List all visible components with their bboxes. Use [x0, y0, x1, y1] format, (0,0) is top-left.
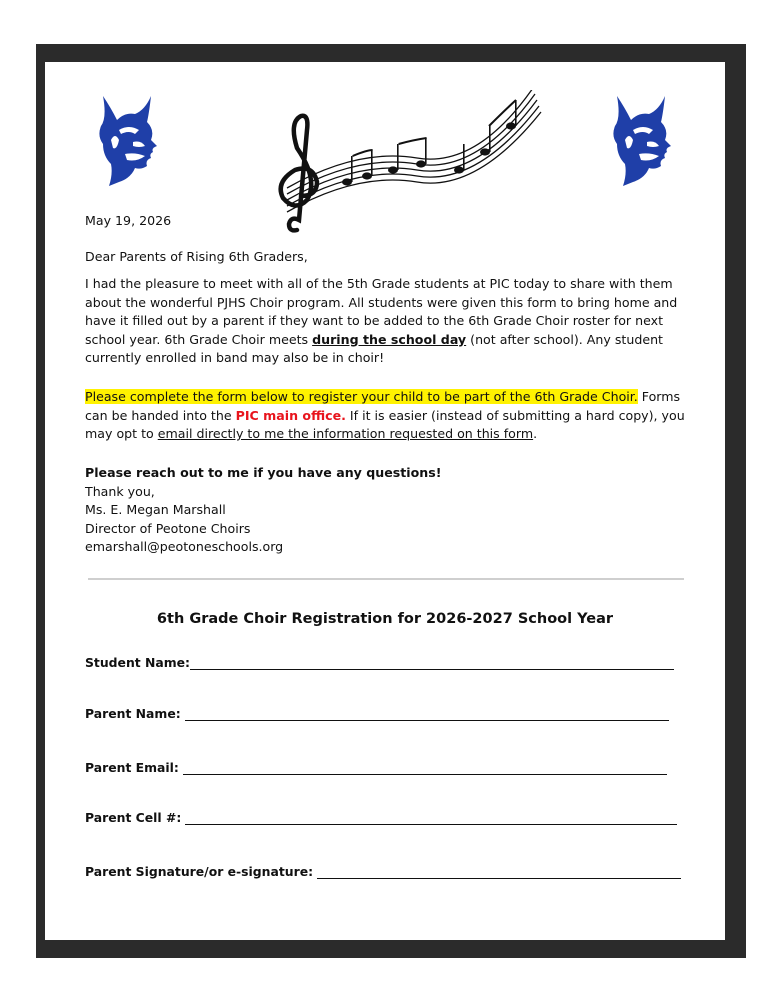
closing-question-line: Please reach out to me if you have any questions! — [85, 465, 442, 480]
field-label: Parent Signature/or e-signature: — [85, 864, 314, 879]
parent-signature-line[interactable] — [317, 866, 681, 879]
signer-email: emarshall@peotoneschools.org — [85, 539, 284, 555]
letter-date: May 19, 2026 — [85, 213, 172, 228]
field-label: Parent Cell #: — [85, 810, 182, 825]
signer-title: Director of Peotone Choirs — [85, 520, 251, 536]
highlighted-instruction: Please complete the form below to register your child to be part of the 6th Grade Choir. — [85, 389, 638, 404]
letter-paragraph-intro — [85, 275, 685, 368]
school-day-emphasis: during the school day — [312, 331, 467, 347]
section-divider — [88, 578, 684, 580]
parent-signature-field[interactable] — [85, 864, 681, 879]
instructions-text: Forms can be handed into the — [85, 389, 681, 423]
thanks-line: Thank you, — [85, 483, 155, 499]
letter-paragraph-instructions — [85, 388, 685, 444]
field-label: Parent Name: — [85, 706, 181, 721]
intro-text-end: (not after school). Any student currently enrolled in band may also be in choir! — [85, 331, 663, 366]
main-office-emphasis: PIC main office. — [235, 407, 346, 423]
field-label: Parent Email: — [85, 760, 179, 775]
viewer-frame-top — [36, 44, 746, 62]
parent-cell-field[interactable] — [85, 810, 677, 825]
viewer-frame-right — [725, 44, 746, 958]
intro-text: I had the pleasure to meet with all of the 5th Grade students at PIC today to share with them about the wonderful PJHS Choir program. All students were given this form to bring home and have it filled out by a parent if they want to be added to the 6th Grade Choir roster for next school year. 6th Grade Choir meets — [85, 276, 678, 347]
email-option-underlined: email directly to me the information requested on this form — [157, 426, 534, 442]
letter-closing — [85, 464, 685, 557]
parent-name-field[interactable] — [85, 706, 669, 721]
instructions-text-mid: If it is easier (instead of submitting a hard copy), you may opt to — [85, 407, 685, 442]
document-page — [45, 62, 725, 940]
parent-cell-line[interactable] — [185, 812, 677, 825]
viewer-frame-left — [36, 44, 45, 958]
letter-greeting: Dear Parents of Rising 6th Graders, — [85, 249, 308, 264]
student-name-line[interactable] — [190, 657, 674, 670]
parent-email-field[interactable] — [85, 760, 667, 775]
viewer-frame-bottom — [36, 940, 746, 958]
field-label: Student Name: — [85, 655, 190, 670]
parent-name-line[interactable] — [185, 708, 669, 721]
blue-devil-logo-icon — [89, 90, 165, 190]
parent-email-line[interactable] — [183, 762, 667, 775]
student-name-field[interactable] — [85, 655, 674, 670]
instructions-text-end: . — [533, 426, 538, 442]
registration-form-title: 6th Grade Choir Registration for 2026-2027 School Year — [156, 611, 614, 627]
blue-devil-logo-icon — [603, 90, 679, 190]
signer-name: Ms. E. Megan Marshall — [85, 502, 226, 518]
